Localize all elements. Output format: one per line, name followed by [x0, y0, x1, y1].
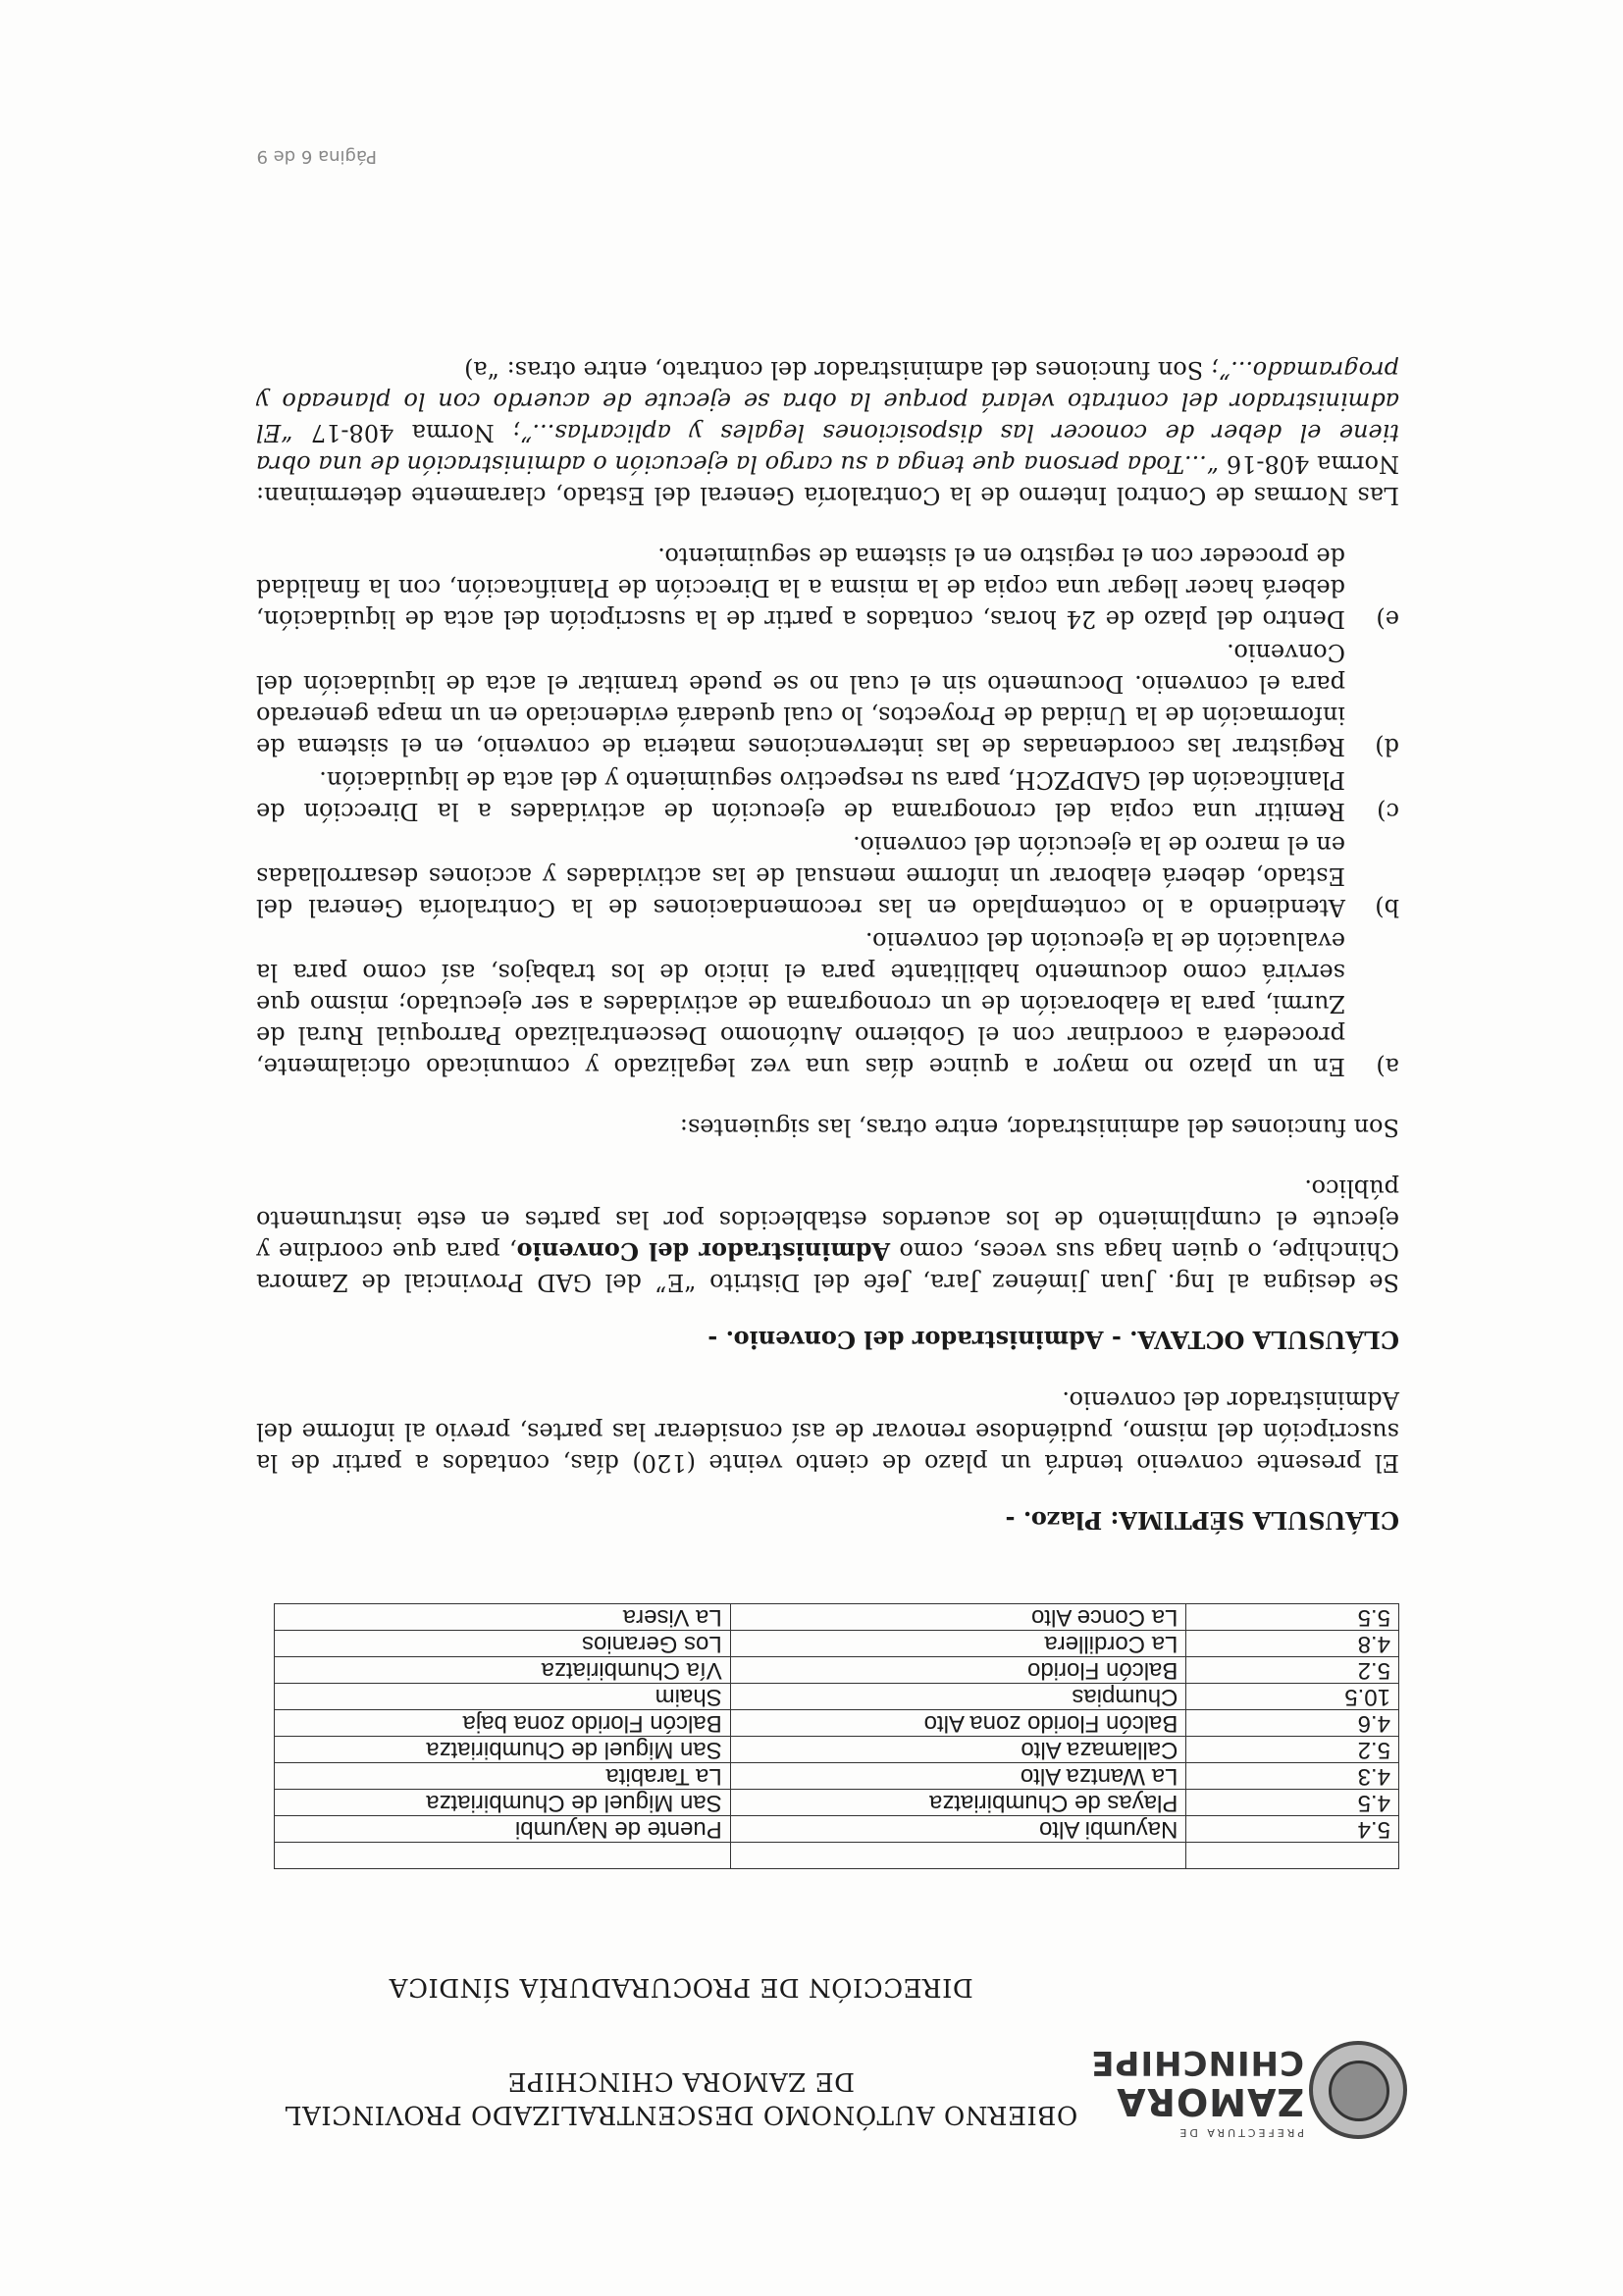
list-item-text: Registrar las coordenadas de las intervenciones materia de convenio, en el sistema de información de la Unidad de Proyectos, lo cual quedará evidenciado en un mapa generado para el convenio. Documento sin el cual no se puede tramitar el acta de liquidación del Convenio.	[256, 639, 1345, 760]
designation-text-start: Se designa al Ing. Juan Jiménez Jara, Jefe del Distrito “E” del GAD Provincial de Zamora Chinchipe, o quien haga sus veces, como	[256, 1237, 1399, 1296]
zones-table	[274, 1603, 1399, 1869]
table-cell: 5.5	[1186, 1604, 1399, 1631]
logo-line-chinchipe: CHINCHIPE	[1090, 2043, 1304, 2082]
list-item-text: Remitir una copia del cronograma de ejecución de actividades a la Dirección de Planificación del GADPZCH, para su respectivo seguimiento y del acta de liquidación.	[256, 766, 1345, 825]
list-item-text: En un plazo no mayor a quince días una vez legalizado y comunicado oficialmente, procederá a coordinar con el Gobierno Autónomo Descentralizado Parroquial Rural de Zurmi, para la elaboración de un cronograma de actividades a ser ejecutado; mismo que servirá como documento habilitante para el inicio de los trabajos, así como para la evaluación de la ejecución del convenio.	[256, 927, 1345, 1080]
norms-end: ; Son funciones del administrador del contrato, entre otras: “a)	[464, 356, 1219, 384]
page-number: Página 6 de 9	[256, 146, 377, 167]
norms-mid: ; Norma 408-17	[292, 419, 521, 446]
table-cell: La Conce Alto	[730, 1604, 1186, 1631]
clausula-septima-text: El presente convenio tendrá un plazo de ciento veinte (120) días, contados a partir de la suscripción del mismo, pudiéndose renovar de así considerar las partes, previo al informe del Administrador del convenio.	[256, 1386, 1399, 1477]
table-row	[275, 1657, 1399, 1684]
list-item-text: Dentro del plazo de 24 horas, contados a partir de la suscripción del acta de liquidación, deberá hacer llegar una copia de la misma a la Dirección de Planificación, con la finalidad de proceder con el registro en el sistema de seguimiento.	[256, 543, 1345, 633]
table-cell: Shaim	[275, 1684, 731, 1710]
direction-title: DIRECCIÓN DE PROCURADURÍA SÍNDICA	[389, 1972, 973, 2002]
table-cell	[1186, 1843, 1399, 1869]
table-cell: Balcón Florido zona baja	[275, 1710, 731, 1737]
table-cell: San Miguel de Chumbiriatza	[275, 1737, 731, 1763]
table-cell: La Wantza Alto	[730, 1763, 1186, 1790]
table-cell: San Miguel de Chumbiriatza	[275, 1790, 731, 1816]
table-cell: Los Geranios	[275, 1631, 731, 1657]
table-cell: 4.3	[1186, 1763, 1399, 1790]
seal-icon	[1309, 2041, 1407, 2139]
norms-paragraph	[256, 354, 1399, 511]
list-item	[256, 637, 1399, 762]
table-cell: Puente de Nayumbi	[275, 1816, 731, 1843]
table-cell: Vía Chumbiriatza	[275, 1657, 731, 1684]
clausula-septima-heading: CLÁUSULA SÉPTIMA: Plazo. -	[1005, 1506, 1399, 1535]
table-row	[275, 1816, 1399, 1843]
table-cell: Playas de Chumbiriatza	[730, 1790, 1186, 1816]
prefectura-logo	[1090, 2002, 1407, 2149]
norm-408-17-quote: “El administrador del contrato velará porque la obra se ejecute de acuerdo con lo planeado y programado...”	[256, 356, 1399, 446]
list-item	[256, 829, 1399, 923]
norms-intro: Las Normas de Control Interno de la Contraloría General del Estado, claramente determinan: Norma 408-16	[256, 450, 1399, 509]
table-cell: 5.2	[1186, 1737, 1399, 1763]
table-cell: Chumpias	[730, 1684, 1186, 1710]
table-row	[275, 1604, 1399, 1631]
table-row	[275, 1631, 1399, 1657]
designation-text-end: , para que coordine y ejecute el cumplimiento de los acuerdos establecidos por las partes en este instrumento público.	[256, 1174, 1399, 1265]
table-cell	[730, 1843, 1186, 1869]
table-row	[275, 1843, 1399, 1869]
table-cell: Nayumbi Alto	[730, 1816, 1186, 1843]
table-cell: 5.2	[1186, 1657, 1399, 1684]
functions-list	[256, 541, 1399, 1082]
table-cell: 4.6	[1186, 1710, 1399, 1737]
table-cell: Balcón Florido	[730, 1657, 1186, 1684]
table-cell: Balcón Florido zona Alto	[730, 1710, 1186, 1737]
list-item	[256, 925, 1399, 1082]
letterhead	[200, 1933, 1407, 2149]
functions-intro: Son funciones del administrador, entre otras, las siguientes:	[679, 1114, 1399, 1141]
list-item	[256, 541, 1399, 635]
norm-408-16-quote: “...Toda persona que tenga a su cargo la ejecución o administración de una obra tiene el deber de conocer las disposiciones legales y aplicarlas...”	[255, 419, 1399, 478]
table-cell: La Visera	[275, 1604, 731, 1631]
list-item	[256, 764, 1399, 827]
list-item-marker: a)	[1376, 1053, 1399, 1080]
list-item-marker: b)	[1375, 894, 1399, 921]
table-row	[275, 1737, 1399, 1763]
designation-role: Administrador del Convenio	[516, 1237, 891, 1266]
document-body	[256, 325, 1399, 1536]
table-cell	[275, 1843, 731, 1869]
clausula-octava-heading: CLÁUSULA OCTAVA. - Administrador del Convenio. -	[707, 1326, 1399, 1354]
list-item-marker: c)	[1377, 798, 1399, 825]
logo-line-zamora: ZAMORA	[1116, 2080, 1304, 2123]
logo-line-prefix: PREFECTURA DE	[1177, 2126, 1304, 2139]
list-item-marker: e)	[1376, 605, 1399, 633]
designation-paragraph	[256, 1173, 1399, 1298]
table-cell: 4.5	[1186, 1790, 1399, 1816]
table-cell: 10.5	[1186, 1684, 1399, 1710]
institution-line-2: DE ZAMORA CHINCHIPE	[507, 2066, 855, 2096]
list-item-text: Atendiendo a lo contemplado en las recomendaciones de la Contraloría General del Estado, deberá elaborar un informe mensual de las actividades y acciones desarrolladas en el marco de la ejecución del convenio.	[256, 831, 1345, 921]
table-cell: 5.4	[1186, 1816, 1399, 1843]
table-row	[275, 1763, 1399, 1790]
table-cell: 4.8	[1186, 1631, 1399, 1657]
institution-line-1: OBIERNO AUTÓNOMO DESCENTRALIZADO PROVINCIAL	[284, 2100, 1078, 2129]
table-cell: Callamaza Alto	[730, 1737, 1186, 1763]
list-item-marker: d)	[1375, 733, 1399, 760]
institution-name	[239, 2064, 1123, 2131]
table-cell: La Tarabita	[275, 1763, 731, 1790]
table-cell: La Cordillera	[730, 1631, 1186, 1657]
table-row	[275, 1790, 1399, 1816]
table-row	[275, 1684, 1399, 1710]
table-row	[275, 1710, 1399, 1737]
